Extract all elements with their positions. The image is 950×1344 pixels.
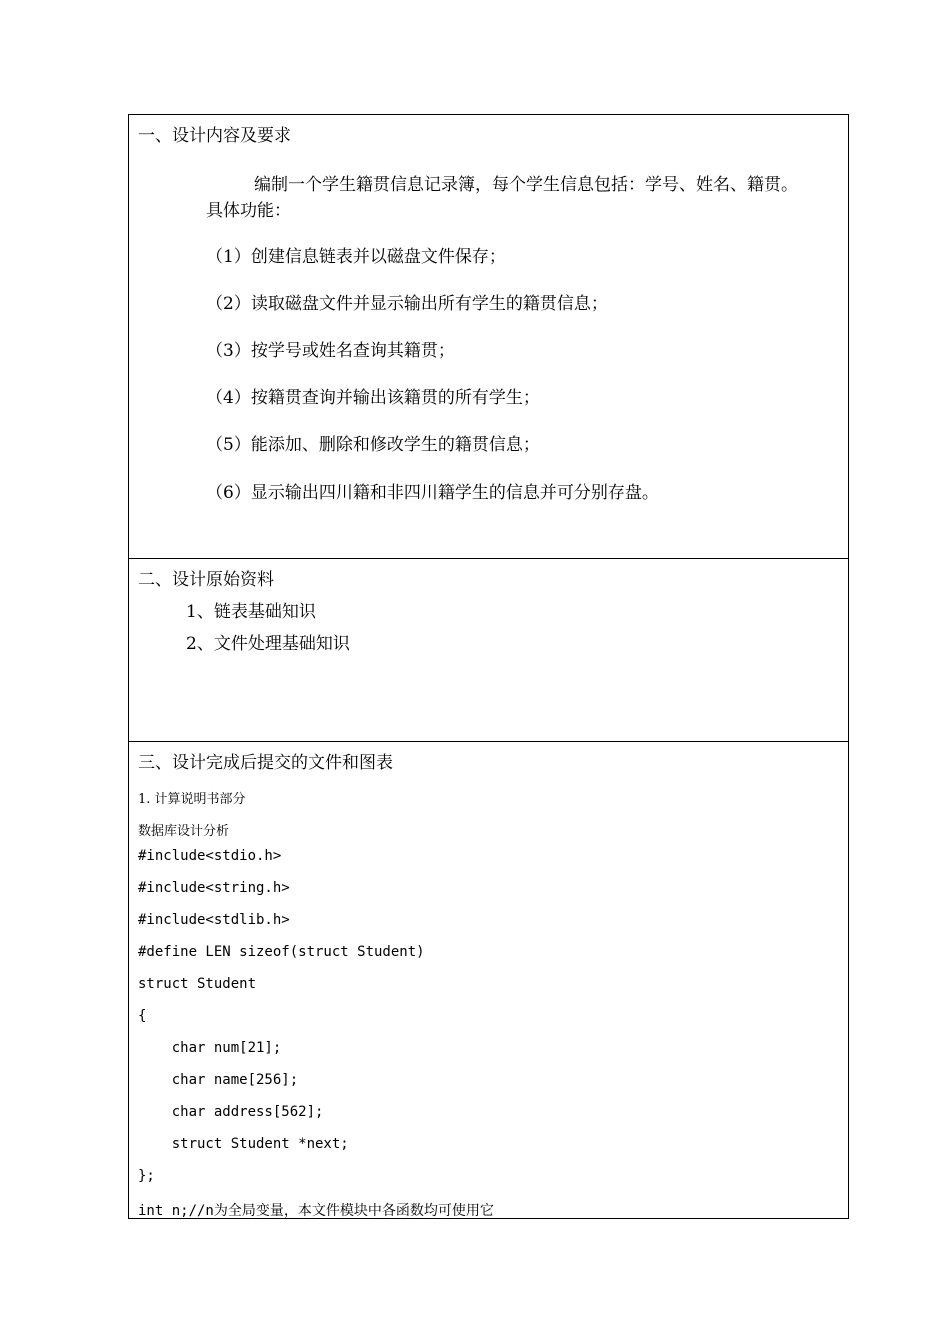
subsection-calc-manual: 1. 计算说明书部分 [138, 792, 246, 807]
code-line: }; [138, 1168, 155, 1184]
code-line: { [138, 1008, 147, 1024]
code-line: #include<stdio.h> [138, 848, 282, 864]
requirement-item: （3）按学号或姓名查询其籍贯； [206, 341, 455, 361]
section-original-materials [129, 559, 848, 741]
code-line: struct Student [138, 976, 257, 992]
section1-intro-line2: 具体功能： [206, 201, 291, 221]
code-line: char num[21]; [138, 1040, 282, 1056]
requirement-item: （1）创建信息链表并以磁盘文件保存； [206, 247, 506, 267]
code-line: char address[562]; [138, 1104, 324, 1120]
code-line: #include<string.h> [138, 880, 290, 896]
section2-title: 二、设计原始资料 [138, 570, 274, 590]
section-design-requirements [129, 115, 848, 558]
section-deliverables [129, 742, 848, 1218]
section3-title: 三、设计完成后提交的文件和图表 [138, 753, 393, 773]
code-line: int n;//n为全局变量，本文件模块中各函数均可使用它 [138, 1203, 494, 1219]
material-item: 2、文件处理基础知识 [186, 634, 350, 654]
requirement-item: （2）读取磁盘文件并显示输出所有学生的籍贯信息； [206, 294, 608, 314]
code-line: struct Student *next; [138, 1136, 349, 1152]
code-line: #include<stdlib.h> [138, 912, 290, 928]
code-line: char name[256]; [138, 1072, 299, 1088]
document-table [128, 114, 849, 1219]
material-item: 1、链表基础知识 [186, 602, 316, 622]
requirement-item: （6）显示输出四川籍和非四川籍学生的信息并可分别存盘。 [206, 483, 659, 503]
code-line: #define LEN sizeof(struct Student) [138, 944, 425, 960]
section1-intro-line1: 编制一个学生籍贯信息记录簿，每个学生信息包括：学号、姓名、籍贯。 [254, 175, 798, 195]
requirement-item: （5）能添加、删除和修改学生的籍贯信息； [206, 435, 540, 455]
requirement-item: （4）按籍贯查询并输出该籍贯的所有学生； [206, 388, 540, 408]
section1-title: 一、设计内容及要求 [138, 126, 291, 146]
subsection-db-analysis: 数据库设计分析 [138, 824, 230, 839]
